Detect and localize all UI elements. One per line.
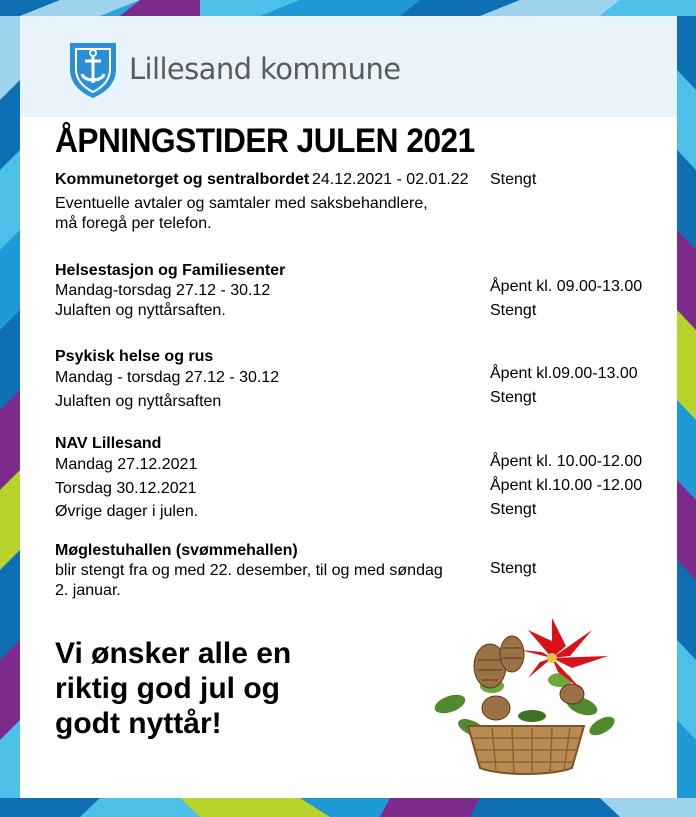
section-helsestasjon-heading: Helsestasjon og Familiesenter xyxy=(55,262,286,279)
section-helsestasjon-row1-label: Mandag-torsdag 27.12 - 30.12 xyxy=(55,282,271,299)
section-kommunetorget-note-line2: må foregå per telefon. xyxy=(55,215,212,232)
section-psykisk-row1-value: Åpent kl.09.00-13.00 xyxy=(490,365,638,382)
greeting-line2: riktig god jul og xyxy=(55,672,280,705)
section-kommunetorget-date: 24.12.2021 - 02.01.22 xyxy=(312,171,469,188)
section-psykisk-heading: Psykisk helse og rus xyxy=(55,348,214,365)
section-moglestu-heading: Møglestuhallen (svømmehallen) xyxy=(55,542,298,559)
greeting-line3: godt nyttår! xyxy=(55,707,222,740)
section-helsestasjon-row2-value: Stengt xyxy=(490,302,537,319)
section-kommunetorget-heading: Kommunetorget og sentralbordet xyxy=(55,171,310,188)
section-kommunetorget-note-line1: Eventuelle avtaler og samtaler med saksbehandlere, xyxy=(55,195,428,212)
notice-sheet xyxy=(20,16,677,798)
greeting-line1: Vi ønsker alle en xyxy=(55,637,292,670)
section-helsestasjon-row2-label: Julaften og nyttårsaften. xyxy=(55,302,226,319)
section-nav-row3-label: Øvrige dager i julen. xyxy=(55,503,199,520)
logo-wordmark: Lillesand kommune xyxy=(129,52,401,86)
shield-anchor-icon xyxy=(68,41,118,99)
section-nav-heading: NAV Lillesand xyxy=(55,435,162,452)
section-nav-row2-label: Torsdag 30.12.2021 xyxy=(55,480,197,497)
section-moglestu-line1: blir stengt fra og med 22. desember, til og med søndag xyxy=(55,562,443,579)
section-psykisk-row1-label: Mandag - torsdag 27.12 - 30.12 xyxy=(55,369,280,386)
section-moglestu-status: Stengt xyxy=(490,560,537,577)
section-kommunetorget-status: Stengt xyxy=(490,171,537,188)
poinsettia-basket-icon xyxy=(432,616,620,776)
section-nav-row3-value: Stengt xyxy=(490,501,537,518)
section-psykisk-row2-label: Julaften og nyttårsaften xyxy=(55,393,222,410)
section-helsestasjon-row1-value: Åpent kl. 09.00-13.00 xyxy=(490,278,643,295)
section-moglestu-line2: 2. januar. xyxy=(55,582,121,599)
section-nav-row1-value: Åpent kl. 10.00-12.00 xyxy=(490,453,643,470)
header-band xyxy=(20,16,677,117)
greeting xyxy=(55,636,291,741)
section-nav-row1-label: Mandag 27.12.2021 xyxy=(55,456,198,473)
section-psykisk-row2-value: Stengt xyxy=(490,389,537,406)
section-nav-row2-value: Åpent kl.10.00 -12.00 xyxy=(490,477,643,494)
page-title: ÅPNINGSTIDER JULEN 2021 xyxy=(55,122,475,160)
